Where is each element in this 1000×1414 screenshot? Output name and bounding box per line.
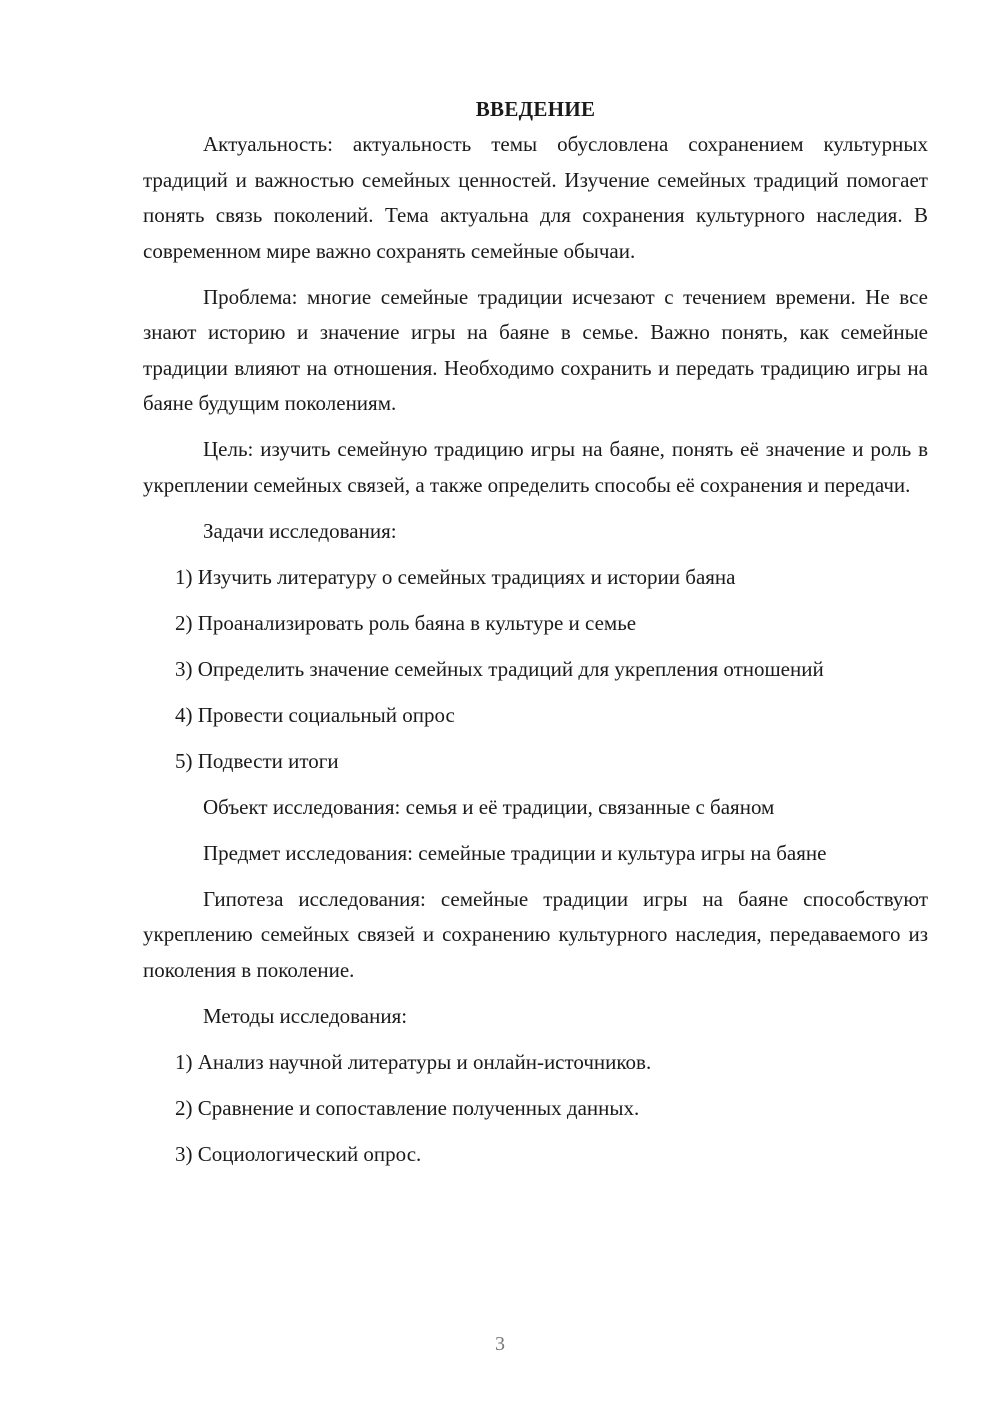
tasks-title: Задачи исследования:: [203, 518, 397, 543]
paragraph-problem: Проблема: многие семейные традиции исчезают с течением времени. Не все знают историю и значение игры на баяне в семье. Важно понять, как семейные традиции влияют на отношения. Необходимо сохранить и передать традицию игры на баяне будущим поколениям.: [143, 284, 928, 415]
task-item-4: 4) Провести социальный опрос: [175, 702, 455, 727]
paragraph-subject: Предмет исследования: семейные традиции и культура игры на баяне: [203, 840, 827, 865]
section-heading: ВВЕДЕНИЕ: [475, 97, 596, 121]
paragraph-goal: Цель: изучить семейную традицию игры на баяне, понять её значение и роль в укреплении семейных связей, а также определить способы её сохранения и передачи.: [143, 437, 928, 497]
task-item-2: 2) Проанализировать роль баяна в культуре и семье: [175, 610, 637, 635]
task-item-5: 5) Подвести итоги: [175, 748, 339, 773]
task-item-3: 3) Определить значение семейных традиций для укрепления отношений: [175, 656, 824, 681]
paragraph-relevance: Актуальность: актуальность темы обусловлена сохранением культурных традиций и важностью семейных ценностей. Изучение семейных традиций помогает понять связь поколений. Тема актуальна для сохранения культурного наследия. В современном мире важно сохранять семейные обычаи.: [143, 132, 928, 263]
method-item-1: 1) Анализ научной литературы и онлайн-источников.: [175, 1049, 652, 1074]
method-item-3: 3) Социологический опрос.: [175, 1141, 422, 1166]
methods-title: Методы исследования:: [203, 1003, 408, 1028]
document-page: [143, 92, 928, 1172]
method-item-2: 2) Сравнение и сопоставление полученных данных.: [175, 1095, 640, 1120]
paragraph-hypothesis: Гипотеза исследования: семейные традиции игры на баяне способствуют укреплению семейных связей и сохранению культурного наследия, передаваемого из поколения в поколение.: [143, 886, 928, 982]
task-item-1: 1) Изучить литературу о семейных традициях и истории баяна: [175, 564, 736, 589]
page-number: 3: [495, 1333, 505, 1355]
paragraph-object: Объект исследования: семья и её традиции, связанные с баяном: [203, 794, 775, 819]
